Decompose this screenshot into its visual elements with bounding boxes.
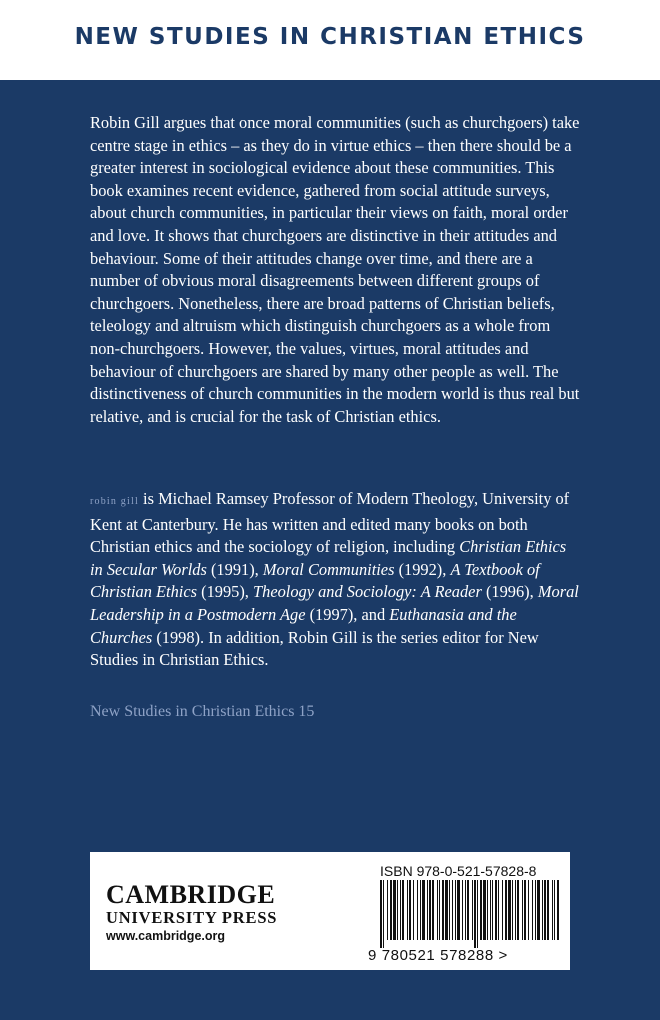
- barcode-bar: [462, 880, 463, 940]
- author-bio-text: is Michael Ramsey Professor of Modern Theology, University of Kent at Canterbury. He has written and edited many books on both Christian ethics and the sociology of religion, including: [90, 489, 570, 557]
- barcode-bar: [442, 880, 444, 940]
- series-header: [0, 0, 660, 80]
- barcode-bar: [554, 880, 555, 940]
- barcode-bar: [557, 880, 559, 940]
- barcode-bar: [465, 880, 466, 940]
- book-title: Christian Ethics in Secular Worlds: [90, 537, 567, 579]
- barcode-bar: [432, 880, 434, 940]
- barcode-bar: [383, 880, 384, 948]
- book-title: Euthanasia and the Churches: [90, 604, 517, 647]
- barcode-bar: [532, 880, 533, 940]
- barcode-bar: [487, 880, 488, 940]
- barcode-bar: [508, 880, 511, 940]
- barcode-bar: [437, 880, 438, 940]
- barcode-bar: [427, 880, 428, 940]
- barcode-bar: [417, 880, 418, 940]
- barcode-bar: [492, 880, 493, 940]
- book-title: Moral Leadership in a Postmodern Age: [90, 582, 579, 624]
- barcode-bar: [420, 880, 421, 940]
- barcode-bar: [495, 880, 497, 940]
- barcode-bar: [452, 880, 453, 940]
- barcode-bar: [422, 880, 425, 940]
- series-title: NEW STUDIES IN CHRISTIAN ETHICS: [74, 24, 586, 50]
- barcode-bar: [457, 880, 460, 940]
- barcode-bar: [409, 880, 411, 940]
- author-name: robin gill: [90, 496, 139, 507]
- barcode-bar: [524, 880, 526, 940]
- barcode-bar: [535, 880, 536, 940]
- barcode-bar: [547, 880, 549, 940]
- publisher-logo-name: CAMBRIDGE: [106, 880, 276, 909]
- barcode-bar: [522, 880, 523, 940]
- barcode-bar: [542, 880, 543, 940]
- barcode-bar: [387, 880, 388, 940]
- barcode-bar: [552, 880, 553, 940]
- barcode-bar: [390, 880, 392, 940]
- publisher-url: www.cambridge.org: [106, 929, 226, 943]
- barcode-bar: [445, 880, 448, 940]
- book-title: Theology and Sociology: A Reader: [253, 582, 482, 602]
- barcode-bar: [407, 880, 408, 940]
- barcode-bar: [502, 880, 503, 940]
- publisher-logo-press: UNIVERSITY PRESS: [106, 908, 278, 927]
- barcode-bar: [537, 880, 540, 940]
- barcode-bar: [490, 880, 491, 940]
- barcode-bar: [393, 880, 396, 940]
- barcode-bar: [429, 880, 431, 940]
- barcode-bar: [380, 880, 382, 948]
- isbn-label: ISBN 978-0-521-57828-8: [380, 863, 537, 879]
- barcode-bar: [449, 880, 450, 940]
- book-blurb: Robin Gill argues that once moral communities (such as churchgoers) take centre stage in ethics – as they do in virtue ethics – then there should be a greater interest in sociological evidence about these communities. This book examines recent evidence, gathered from social attitude surveys, about church communities, in particular their views on faith, moral order and love. It shows that churchgoers are distinctive in their attitudes and behaviour. Some of their attitudes change over time, and there are a number of obvious moral disagreements between different groups of churchgoers. Nonetheless, there are broad patterns of Christian beliefs, teleology and altruism which distinguish churchgoers as a whole from non-churchgoers. However, the values, virtues, moral attitudes and behaviour of churchgoers are shared by many other people as well. The distinctiveness of church communities in the modern world is thus real but relative, and is crucial for the task of Christian ethics.: [90, 113, 580, 426]
- barcode-bar: [480, 880, 482, 940]
- barcode-bar: [402, 880, 404, 940]
- barcode-bar: [498, 880, 499, 940]
- book-title: Moral Communities: [262, 559, 395, 579]
- barcode-bar: [477, 880, 478, 948]
- barcode-bar: [517, 880, 519, 940]
- barcode-digits: 9 780521 578288 >: [368, 947, 508, 964]
- barcode-bar: [467, 880, 469, 940]
- barcode-bar: [544, 880, 546, 940]
- barcode-bar: [512, 880, 513, 940]
- barcode-icon: [380, 880, 560, 946]
- barcode-bar: [455, 880, 456, 940]
- book-title: A Textbook of Christian Ethics: [90, 559, 540, 602]
- barcode-bar: [528, 880, 529, 940]
- barcode-bar: [400, 880, 401, 940]
- barcode-bar: [397, 880, 398, 940]
- barcode-bar: [515, 880, 516, 940]
- barcode-bar: [483, 880, 486, 940]
- barcode-bar: [413, 880, 414, 940]
- barcode-bar: [505, 880, 507, 940]
- author-bio: robin gill is Michael Ramsey Professor of Modern Theology, University of Kent at Canterbury. He has written and edited many books on both Christian ethics and the sociology of religion, including Christian Ethics in Secular Worlds (1991), Moral Communities (1992), A Textbook of Christian Ethics (1995), Theology and Sociology: A Reader (1996), Moral Leadership in a Postmodern Age (1997), and Euthanasia and the Churches (1998). In addition, Robin Gill is the series editor for New Studies in Christian Ethics.: [90, 489, 579, 670]
- barcode-bar: [439, 880, 440, 940]
- barcode-bar: [474, 880, 476, 948]
- series-number: New Studies in Christian Ethics 15: [90, 703, 315, 720]
- barcode-bar: [472, 880, 473, 940]
